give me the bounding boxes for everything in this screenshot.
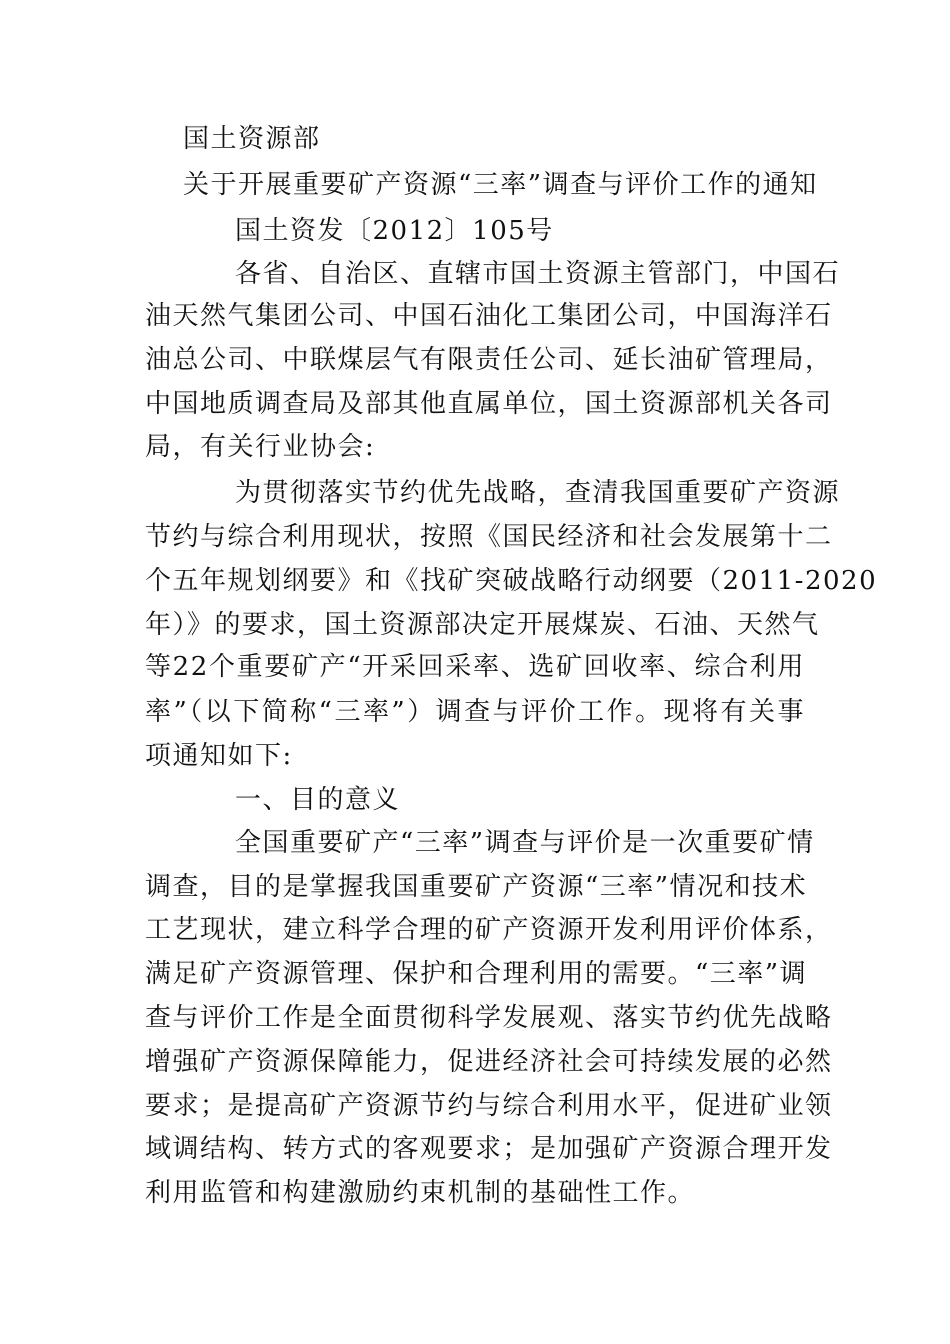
intro-line: 为贯彻落实节约优先战略，查清我国重要矿产资源 [235,478,841,508]
section-line: 查与评价工作是全面贯彻科学发展观、落实节约优先战略 [145,1003,833,1033]
intro-line: 率”（以下简称“三率”）调查与评价工作。现将有关事 [145,697,805,727]
document-number: 国土资发〔2012〕105号 [235,216,554,246]
document-title: 关于开展重要矿产资源“三率”调查与评价工作的通知 [183,170,818,200]
section-line: 满足矿产资源管理、保护和合理利用的需要。“三率”调 [145,959,808,989]
section-line: 工艺现状，建立科学合理的矿产资源开发利用评价体系， [145,915,833,945]
section-line: 利用监管和构建激励约束机制的基础性工作。 [145,1178,696,1208]
section-line: 增强矿产资源保障能力，促进经济社会可持续发展的必然 [145,1047,833,1077]
intro-line: 个五年规划纲要》和《找矿突破战略行动纲要（2011-2020 [145,566,878,596]
addressee-line: 油总公司、中联煤层气有限责任公司、延长油矿管理局， [145,345,833,375]
intro-line: 年）》的要求，国土资源部决定开展煤炭、石油、天然气 [145,610,820,640]
issuing-organization: 国土资源部 [183,124,321,154]
section-line: 域调结构、转方式的客观要求；是加强矿产资源合理开发 [145,1134,833,1164]
addressee-line: 局，有关行业协会: [145,432,376,462]
addressee-line: 各省、自治区、直辖市国土资源主管部门，中国石 [235,259,841,289]
section-heading: 一、目的意义 [235,785,401,815]
intro-line: 项通知如下: [145,741,293,771]
intro-line: 等22个重要矿产“开采回采率、选矿回收率、综合利用 [145,652,805,682]
section-line: 要求；是提高矿产资源节约与综合利用水平，促进矿业领 [145,1091,833,1121]
addressee-line: 油天然气集团公司、中国石油化工集团公司，中国海洋石 [145,301,833,331]
section-line: 全国重要矿产“三率”调查与评价是一次重要矿情 [235,828,815,858]
addressee-line: 中国地质调查局及部其他直属单位，国土资源部机关各司 [145,389,833,419]
section-line: 调查，目的是掌握我国重要矿产资源“三率”情况和技术 [145,872,808,902]
intro-line: 节约与综合利用现状，按照《国民经济和社会发展第十二 [145,522,833,552]
